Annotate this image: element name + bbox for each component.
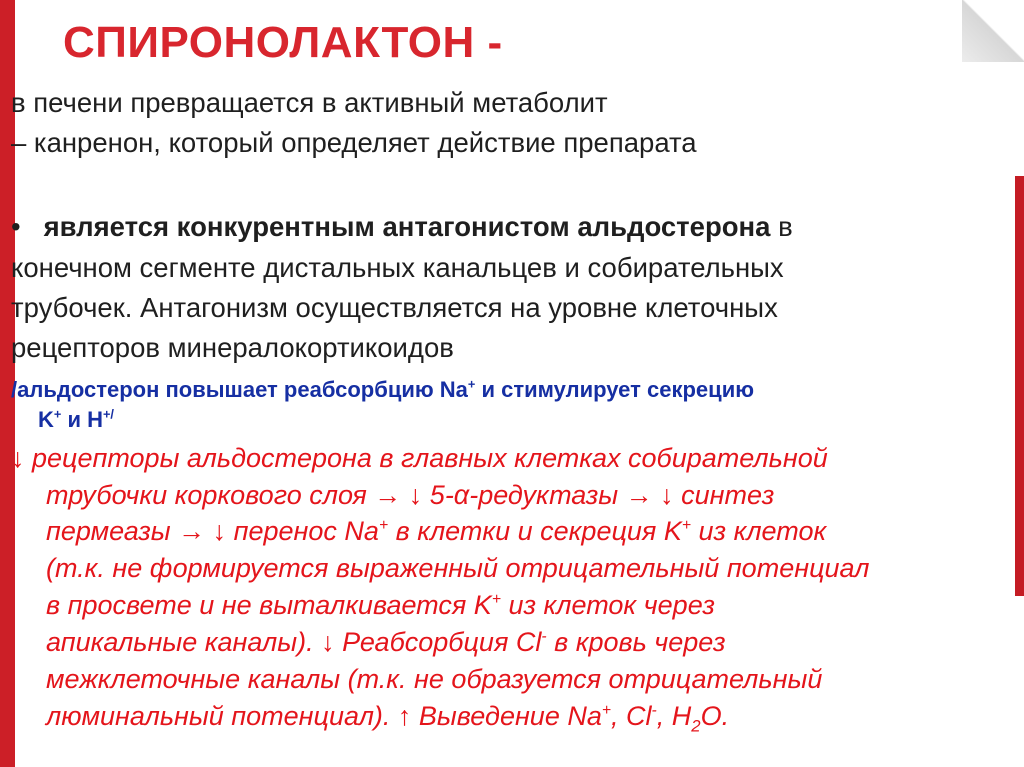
bullet-after-bold: в (770, 211, 793, 242)
note-text: и H (61, 407, 103, 432)
mechanism-text: в просвете и не выталкивается K (46, 590, 492, 620)
mechanism-line-2: трубочки коркового слоя → ↓ 5-α-редуктазы → ↓ синтез (46, 480, 775, 510)
bullet-line-1 (11, 209, 793, 245)
note-superscript: + (53, 406, 62, 422)
note-line-2 (38, 406, 114, 434)
mechanism-line-1: ↓ рецепторы альдостерона в главных клетках собирательной (11, 443, 828, 473)
mechanism-text: в кровь через (546, 627, 726, 657)
mechanism-text: пермеазы → ↓ перенос Na (46, 516, 379, 546)
note-text: K (38, 407, 54, 432)
bullet-line-2: конечном сегменте дистальных канальцев и собирательных (11, 252, 784, 283)
bullet-line-3: трубочек. Антагонизм осуществляется на уровне клеточных (11, 292, 778, 323)
mechanism-superscript: + (378, 517, 389, 534)
mechanism-text: из клеток (691, 516, 827, 546)
slide-title: СПИРОНОЛАКТОН - (63, 18, 503, 67)
mechanism-superscript: - (651, 702, 657, 719)
mechanism-line-6 (46, 624, 726, 660)
mechanism-line-3 (46, 513, 826, 549)
mechanism-line-8 (46, 698, 729, 734)
bullet-line-4: рецепторов минералокортикоидов (11, 332, 454, 363)
bullet-bold-text: является конкурентным антагонистом альдостерона (43, 211, 771, 242)
right-accent-bar (1015, 176, 1024, 596)
mechanism-line-4: (т.к. не формируется выраженный отрицательный потенциал (46, 553, 870, 583)
intro-line-2: – канренон, который определяет действие препарата (11, 127, 697, 158)
note-superscript: +/ (102, 406, 114, 422)
mechanism-line-7: межклеточные каналы (т.к. не образуется отрицательный (46, 664, 823, 694)
bullet-marker: • (11, 211, 21, 242)
mechanism-text: люминальный потенциал). ↑ Выведение Na (46, 701, 602, 731)
mechanism-text: O. (700, 701, 730, 731)
mechanism-superscript: + (681, 517, 692, 534)
mechanism-superscript: + (601, 702, 612, 719)
note-text: и стимулирует секрецию (475, 377, 755, 402)
mechanism-superscript: - (541, 628, 547, 645)
mechanism-text: апикальные каналы). ↓ Реабсорбция Cl (46, 627, 542, 657)
mechanism-line-5 (46, 587, 715, 623)
note-line-1 (11, 376, 754, 404)
mechanism-subscript: 2 (691, 716, 701, 736)
mechanism-text: из клеток через (500, 590, 715, 620)
mechanism-text: , Cl (611, 701, 652, 731)
mechanism-text: , H (656, 701, 692, 731)
mechanism-superscript: + (491, 591, 501, 608)
mechanism-text: в клетки и секреция K (388, 516, 682, 546)
note-text: /альдостерон повышает реабсорбцию Na (11, 377, 468, 402)
note-superscript: + (467, 376, 476, 392)
page-fold-corner (962, 0, 1024, 62)
intro-line-1: в печени превращается в активный метаболит (11, 87, 608, 118)
